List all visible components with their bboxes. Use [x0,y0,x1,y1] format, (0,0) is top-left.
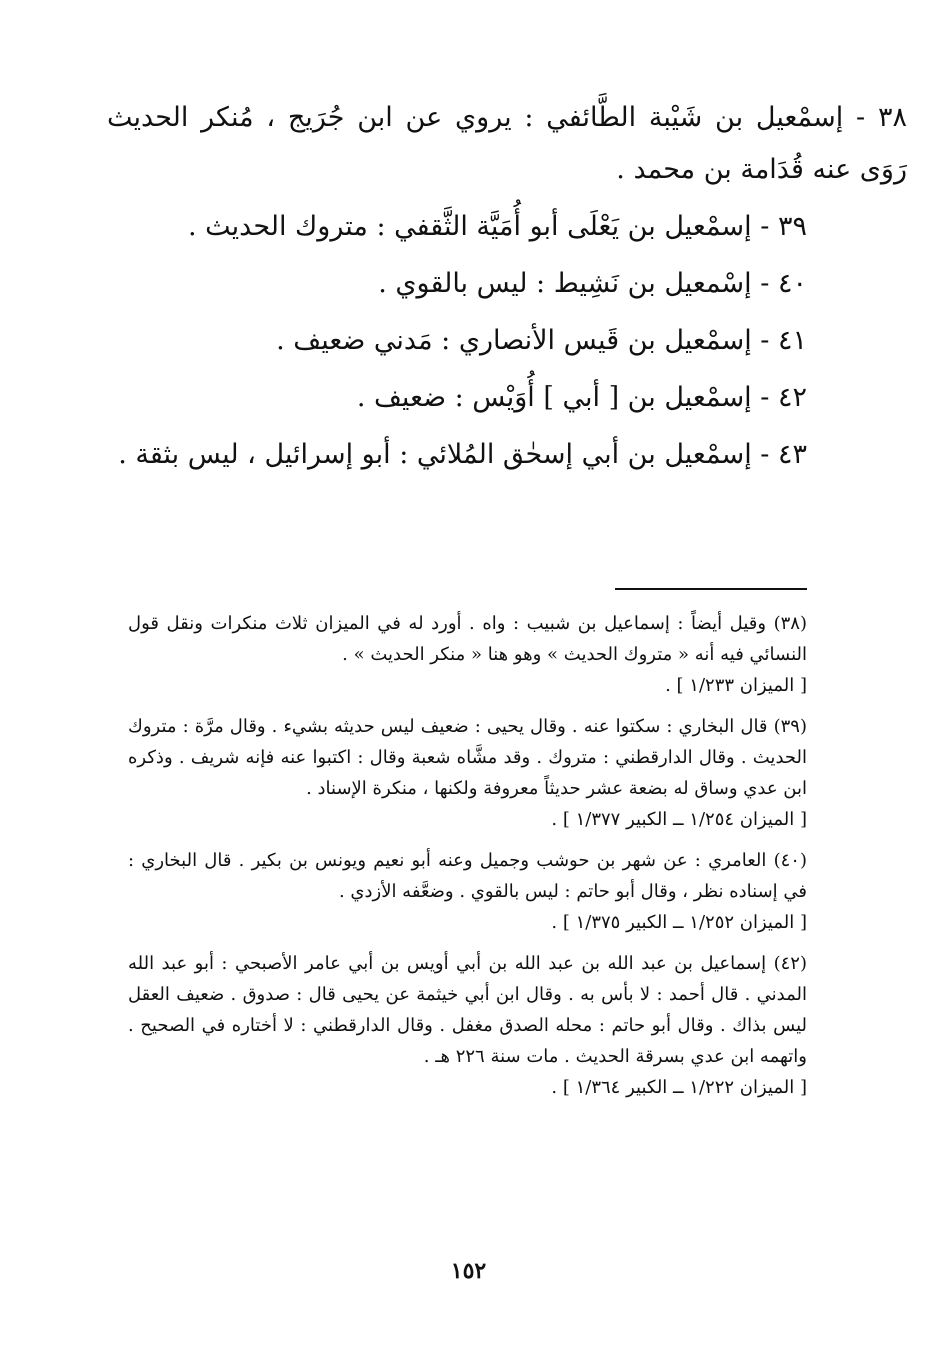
footnote-separator [615,588,807,590]
footnote-text: (٣٨) وقيل أيضاً : إسماعيل بن شبيب : واه . أورد له في الميزان ثلاث منكرات ونقل قول النسائي فيه أنه « متروك الحديث » وهو هنا « منكر الحديث » . [128,613,807,665]
footnote-text: (٤٠) العامري : عن شهر بن حوشب وجميل وعنه أبو نعيم ويونس بن بكير . قال البخاري : في إسناده نظر ، وقال أبو حاتم : ليس بالقوي . وضعَّفه الأزدي . [128,850,807,902]
entry-41: ٤١ - إسمْعيل بن قَيس الأنصاري : مَدني ضعيف . [276,325,807,356]
page-number: ١٥٢ [450,1258,487,1284]
footnote-42 [128,948,807,1103]
entry-39: ٣٩ - إسمْعيل بن يَعْلَى أبو أُمَيَّة الثَّقفي : متروك الحديث . [187,211,807,242]
footnote-38 [128,608,807,701]
footnote-reference: [ الميزان ١/٢٢٢ ــ الكبير ١/٣٦٤ ] . [551,1077,807,1098]
footnote-39 [128,711,807,835]
entry-43: ٤٣ - إسمْعيل بن أبي إسحٰق المُلائي : أبو إسرائيل ، ليس بثقة . [118,439,807,470]
footnote-text: (٣٩) قال البخاري : سكتوا عنه . وقال يحيى : ضعيف ليس حديثه بشيء . وقال مرَّة : متروك الحديث . وقال الدارقطني : متروك . وقد مشَّاه شعبة وقال : اكتبوا عنه فإنه شريف . وذكره ابن عدي وساق له بضعة عشر حديثاً معروفة ولكنها ، منكرة الإسناد . [128,716,807,799]
footnote-40 [128,845,807,938]
footnote-text: (٤٢) إسماعيل بن عبد الله بن عبد الله بن أبي أويس بن أبي عامر الأصبحي : أبو عبد الله المدني . قال أحمد : لا بأس به . وقال ابن أبي خيثمة عن يحيى قال : صدوق . ضعيف العقل ليس بذاك . وقال أبو حاتم : محله الصدق مغفل . وقال الدارقطني : لا أختاره في الصحيح . واتهمه ابن عدي بسرقة الحديث . مات سنة ٢٢٦ هـ . [128,953,808,1067]
main-text [107,92,907,486]
footnotes [128,608,807,1113]
footnote-reference: [ الميزان ١/٢٣٣ ] . [665,675,807,696]
entry-38: ٣٨ - إسمْعيل بن شَيْبة الطَّائفي : يروي عن ابن جُرَيج ، مُنكر الحديث رَوَى عنه قُدَامة بن محمد . [107,102,907,185]
entry-42: ٤٢ - إسمْعيل بن [ أبي ] أُوَيْس : ضعيف . [356,382,807,413]
entry-40: ٤٠ - إسْمعيل بن نَشِيط : ليس بالقوي . [378,268,807,299]
footnote-reference: [ الميزان ١/٢٥٤ ــ الكبير ١/٣٧٧ ] . [551,809,807,830]
footnote-reference: [ الميزان ١/٢٥٢ ــ الكبير ١/٣٧٥ ] . [551,912,807,933]
